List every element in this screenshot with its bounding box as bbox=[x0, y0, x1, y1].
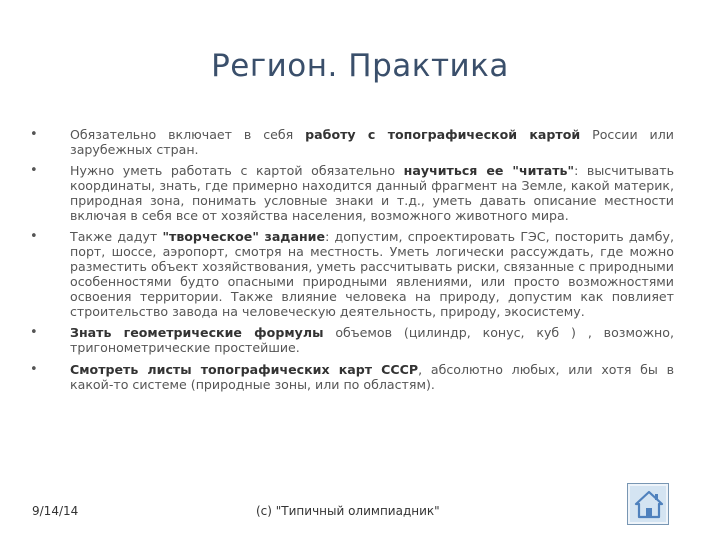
bullet-emphasis: научиться ее "читать" bbox=[403, 163, 575, 179]
home-button[interactable] bbox=[627, 483, 669, 525]
bullet-emphasis: Смотреть листы топографических карт СССР bbox=[70, 361, 419, 377]
bullet-text: : допустим, спроектировать ГЭС, посторить дамбу, порт, шоссе, аэропорт, смотря на местность. Уметь логически рассуждать, где можно разместить объект хозяйствования, уметь рассчитывать риски, связанные с природными особенностями будто опасными природными явлениями, или просто возможностями освоения территории. Также влияние человека на природу, допустим как повлияет строительство завода на человеческую деятельность, природу, экосистему. bbox=[70, 229, 674, 319]
slide-title: Регион. Практика bbox=[211, 48, 509, 84]
bullet-text: Нужно уметь работать с картой обязательно bbox=[70, 163, 404, 179]
bullet-emphasis: Знать геометрические формулы bbox=[70, 325, 324, 341]
bullet-emphasis: "творческое" задание bbox=[162, 229, 326, 245]
bullet-text: России или зарубежных стран. bbox=[70, 127, 674, 157]
bullet-item bbox=[30, 326, 674, 356]
bullet-item bbox=[30, 363, 674, 393]
bullet-marker: • bbox=[30, 127, 38, 142]
bullet-item bbox=[30, 164, 674, 224]
bullet-marker: • bbox=[30, 163, 38, 179]
bullet-marker: • bbox=[30, 361, 38, 377]
bullet-marker: • bbox=[30, 325, 38, 341]
footer-copyright: (c) "Типичный олимпиадник" bbox=[256, 504, 440, 518]
bullet-text: : высчитывать координаты, знать, где примерно находится данный фрагмент на Земле, какой материк, природная зона, понимать условные знаки и т.д., уметь давать описание местности включая в себя все от хозяйства населения, возможного животного мира. bbox=[70, 163, 674, 224]
home-icon bbox=[628, 484, 670, 526]
bullet-text: Также дадут bbox=[70, 229, 163, 245]
bullet-emphasis: работу с топографической картой bbox=[305, 127, 581, 142]
bullet-list bbox=[30, 128, 674, 399]
bullet-marker: • bbox=[30, 229, 38, 245]
bullet-text: объемов (цилиндр, конус, куб ) , возможно, тригонометрические простейшие. bbox=[70, 325, 674, 356]
bullet-text: Обязательно включает в себя bbox=[70, 127, 306, 142]
bullet-item bbox=[30, 230, 674, 319]
footer-date: 9/14/14 bbox=[32, 504, 79, 518]
bullet-item bbox=[30, 128, 674, 158]
bullet-text: , абсолютно любых, или хотя бы в какой-то системе (природные зоны, или по областям). bbox=[70, 361, 674, 392]
